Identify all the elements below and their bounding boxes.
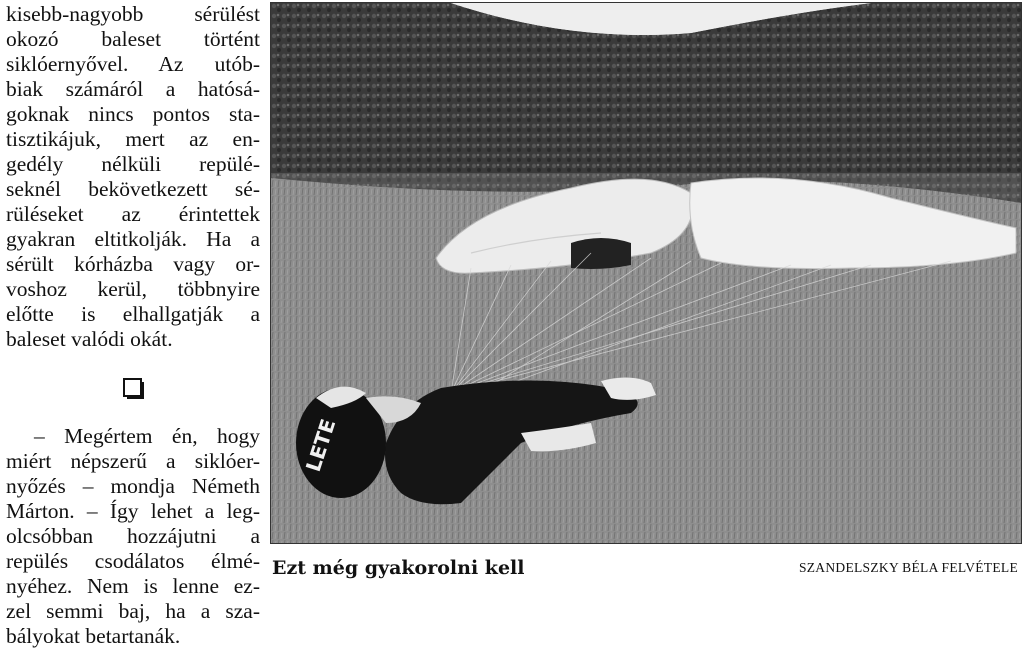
text-line: bályokat betartanák. (6, 624, 181, 648)
helmet-lettering: LETE (300, 416, 341, 475)
text-line: előtte is elhallgatják a (6, 302, 260, 326)
photo-credit: SZANDELSZKY BÉLA FELVÉTELE (798, 560, 1018, 575)
photo-caption: Ezt még gyakorolni kell (272, 557, 525, 579)
text-line: seknél bekövetkezett sé- (6, 177, 260, 201)
section-separator-box-icon (123, 378, 143, 398)
text-line: repülés csodálatos élmé- (6, 549, 260, 573)
text-line: nyőzés – mondja Németh (6, 474, 260, 498)
text-line: Márton. – Így lehet a leg- (6, 499, 260, 523)
text-line: baleset valódi okát. (6, 327, 173, 351)
text-line: – Megértem én, hogy (34, 424, 260, 448)
text-line: siklóernyővel. Az utób- (6, 52, 260, 76)
text-line: okozó baleset történt (6, 27, 260, 51)
paraglider-photo (270, 2, 1022, 544)
text-line: gedély nélküli repülé- (6, 152, 260, 176)
text-line: olcsóbban hozzájutni a (6, 524, 260, 548)
text-line: biak számáról a hatósá- (6, 77, 260, 101)
text-line: voshoz kerül, többnyire (6, 277, 260, 301)
text-line: miért népszerű a siklóer- (6, 449, 260, 473)
text-line: sérült kórházba vagy or- (6, 252, 260, 276)
article-column (6, 2, 260, 649)
text-line: rüléseket az érintettek (6, 202, 260, 226)
text-line: tisztikájuk, mert az en- (6, 127, 260, 151)
text-line: goknak nincs pontos sta- (6, 102, 260, 126)
text-line: nyéhez. Nem is lenne ez- (6, 574, 260, 598)
text-line: kisebb-nagyobb sérülést (6, 2, 260, 26)
text-line: zel semmi baj, ha a sza- (6, 599, 260, 623)
text-line: gyakran eltitkolják. Ha a (6, 227, 260, 251)
